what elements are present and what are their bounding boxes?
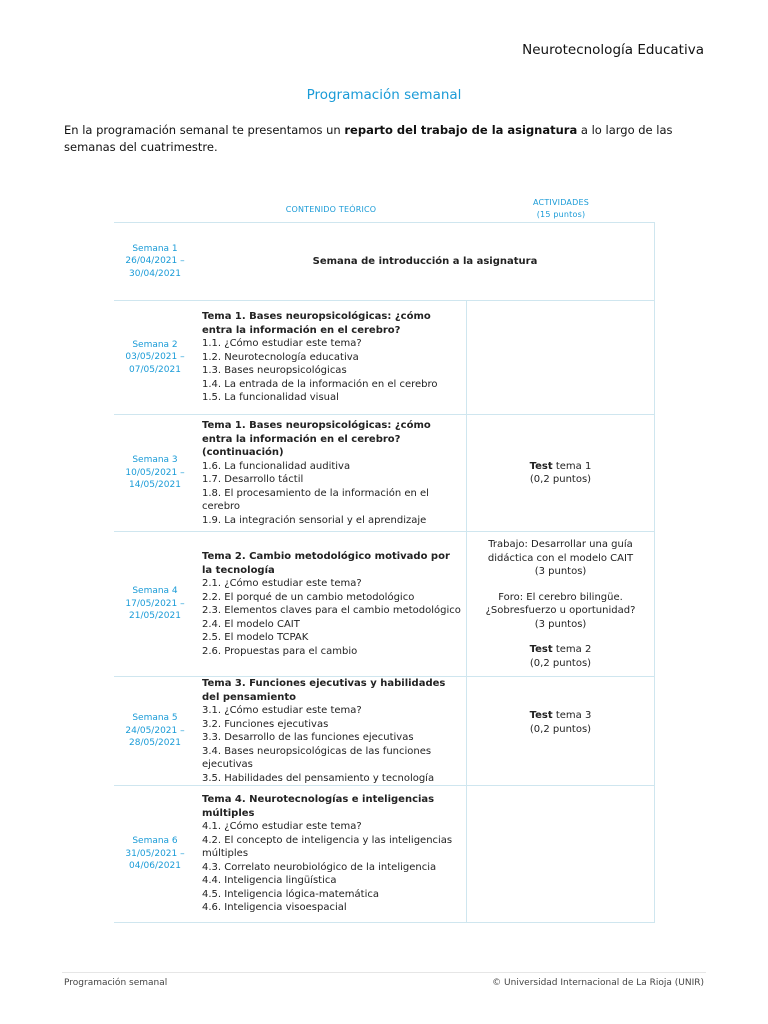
topic-item: 1.1. ¿Cómo estudiar este tema? [202,338,362,350]
topic-item: 3.1. ¿Cómo estudiar este tema? [202,705,362,716]
test-points: (0,2 puntos) [529,657,592,669]
page-title: Programación semanal [306,87,462,103]
topic-item: 1.2. Neurotecnología educativa [202,351,359,363]
foro-activity: Foro: El cerebro bilingüe. ¿Sobresfuerzo u oportunidad? [485,591,636,616]
topic-cell [196,532,467,676]
topic-item: 4.4. Inteligencia lingüística [202,875,337,887]
week-label: Semana 4 17/05/2021 – 21/05/2021 [125,586,185,622]
week-row-4 [114,532,655,677]
intro-week-text: Semana de introducción a la asignatura [312,256,538,267]
topic-item: 2.2. El porqué de un cambio metodológico [202,591,415,603]
topic-cell [196,301,467,414]
topic-item: 2.6. Propuestas para el cambio [202,645,358,657]
topic-item: 4.3. Correlato neurobiológico de la inteligencia [202,861,437,873]
topic-item: 1.6. La funcionalidad auditiva [202,460,351,472]
topic-item: 3.3. Desarrollo de las funciones ejecutivas [202,732,414,743]
topic-item: 1.9. La integración sensorial y el aprendizaje [202,514,427,526]
topic-item: 3.5. Habilidades del pensamiento y tecnología [202,772,435,784]
topic-title: Tema 3. Funciones ejecutivas y habilidades del pensamiento [202,678,446,703]
week-row-1 [114,223,655,301]
footer-copyright: © Universidad Internacional de La Rioja (UNIR) [492,978,704,988]
topic-item: 2.3. Elementos claves para el cambio metodológico [202,605,461,616]
test-topic: tema 2 [552,644,592,655]
trabajo-activity: Trabajo: Desarrollar una guía didáctica con el modelo CAIT [487,539,634,564]
activities-cell [467,415,654,531]
test-activity [530,709,592,723]
topic-cell [196,677,467,785]
week-label: Semana 6 31/05/2021 – 04/06/2021 [125,836,185,872]
week-label: Semana 5 24/05/2021 – 28/05/2021 [125,713,185,749]
intro-text-after: a lo largo de las semanas del cuatrimestre. [64,123,673,154]
week-row-5 [114,677,655,786]
test-topic: tema 1 [552,460,592,472]
topic-item: 3.2. Funciones ejecutivas [202,718,329,730]
activities-cell [467,677,654,785]
activities-cell [467,301,654,414]
topic-item: 1.4. La entrada de la información en el cerebro [202,378,438,390]
topic-item: 1.8. El procesamiento de la información en el cerebro [202,487,429,512]
topic-item: 4.1. ¿Cómo estudiar este tema? [202,821,362,833]
test-activity [530,460,592,474]
topic-title: Tema 2. Cambio metodológico motivado por la tecnología [202,551,450,576]
topic-item: 2.1. ¿Cómo estudiar este tema? [202,578,362,589]
topic-item: 1.5. La funcionalidad visual [202,392,339,404]
test-activity [530,643,592,657]
test-label: Test [529,460,553,472]
column-header-activities-title: ACTIVIDADES [533,198,589,207]
week-label: Semana 2 03/05/2021 – 07/05/2021 [125,339,185,375]
test-label: Test [529,644,553,655]
topic-title: Tema 1. Bases neuropsicológicas: ¿cómo entra la información en el cerebro? (continuación) [202,420,431,458]
topic-cell [196,415,467,531]
test-points: (0,2 puntos) [529,723,592,735]
intro-paragraph [64,122,704,156]
activities-cell [467,786,654,922]
topic-title: Tema 4. Neurotecnologías e inteligencias múltiples [202,794,435,819]
foro-points: (3 puntos) [534,618,587,630]
intro-text-before: En la programación semanal te presentamos un [64,123,345,137]
topic-item: 1.3. Bases neuropsicológicas [202,365,347,377]
test-topic: tema 3 [552,710,592,721]
topic-item: 2.4. El modelo CAIT [202,618,300,630]
footer-section-title: Programación semanal [64,978,168,988]
intro-text-bold: reparto del trabajo de la asignatura [344,123,578,137]
topic-item: 4.5. Inteligencia lógica-matemática [202,888,379,900]
topic-item: 3.4. Bases neuropsicológicas de las funciones ejecutivas [202,745,432,770]
column-header-theory: CONTENIDO TEÓRICO [285,205,377,214]
week-row-6 [114,786,655,923]
topic-item: 2.5. El modelo TCPAK [202,632,309,643]
week-label: Semana 3 10/05/2021 – 14/05/2021 [125,455,185,491]
week-row-3 [114,415,655,532]
topic-item: 4.6. Inteligencia visoespacial [202,902,347,914]
week-label: Semana 1 26/04/2021 – 30/04/2021 [125,243,185,279]
topic-cell [196,786,467,922]
column-header-activities [468,197,654,221]
topic-item: 1.7. Desarrollo táctil [202,474,304,485]
test-label: Test [529,710,553,721]
week-row-2 [114,301,655,415]
topic-item: 4.2. El concepto de inteligencia y las inteligencias múltiples [202,834,453,860]
course-header: Neurotecnología Educativa [522,42,704,58]
activities-cell [467,532,654,676]
footer-divider [62,972,706,973]
topic-title: Tema 1. Bases neuropsicológicas: ¿cómo entra la información en el cerebro? [202,311,431,336]
weekly-schedule-table [114,222,655,923]
column-header-activities-points: (15 puntos) [536,210,586,219]
test-points: (0,2 puntos) [529,474,592,485]
trabajo-points: (3 puntos) [534,566,587,577]
